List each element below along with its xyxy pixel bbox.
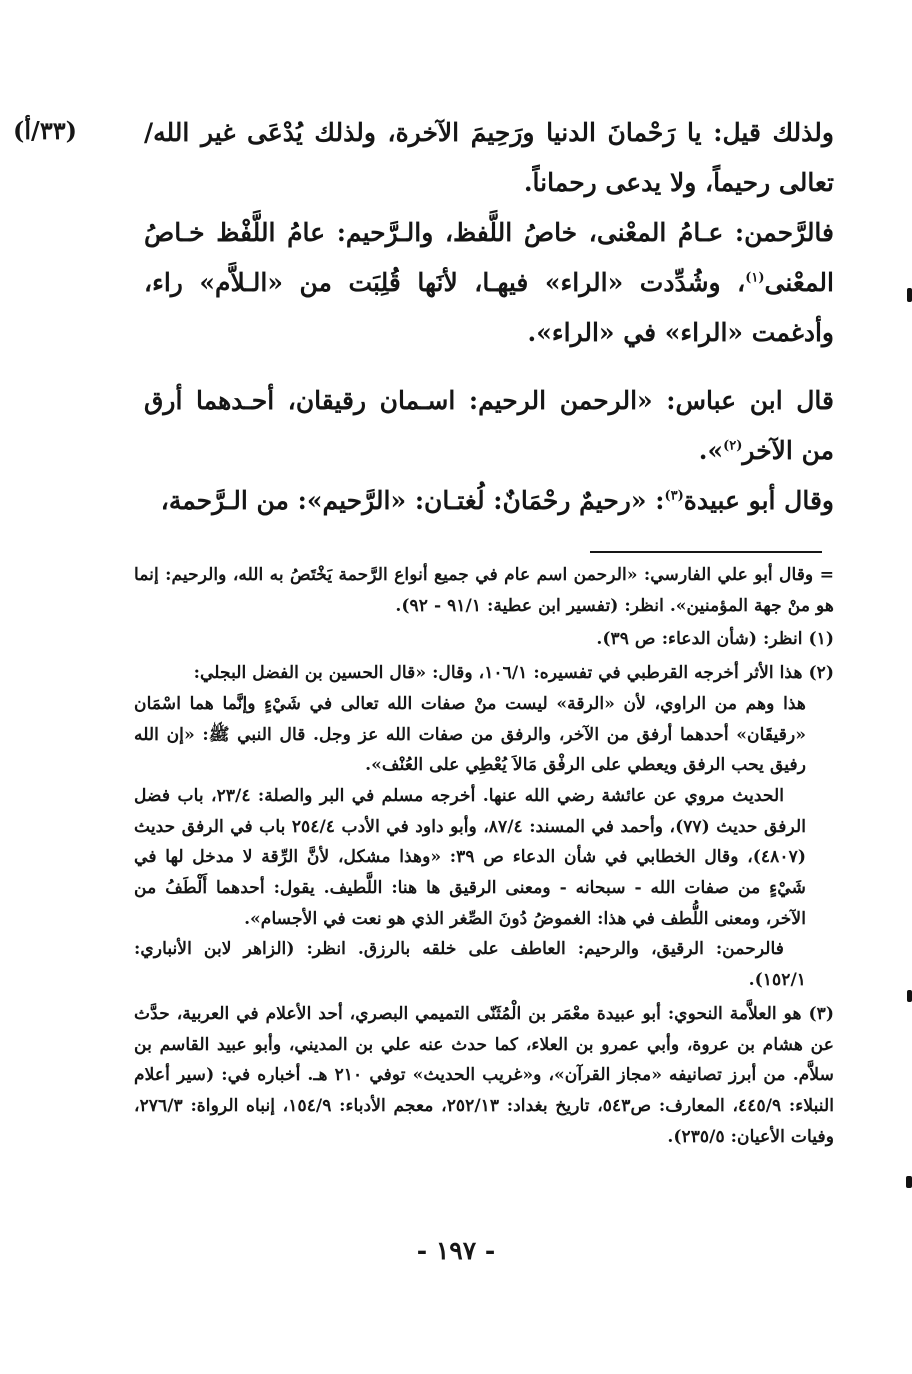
scan-speck: [907, 288, 912, 302]
footnote-3: (٣) هو العلاَّمة النحوي: أبو عبيدة معْمَر بن الْمُثَنّى التميمي البصري، أحد الأعلام في العربية، حدَّث عن هشام بن عروة، وأبي عمرو بن العلاء، كما حدث عنه علي بن المديني، وأبو عبيد القاسم بن سلاَّم. من أبرز تصانيفه «مجاز القرآن»، و«غريب الحديث» توفي ٢١٠ هـ. أخباره في: (سير أعلام النبلاء: ٤٤٥/٩، المعارف: ص٥٤٣، تاريخ بغداد: ٢٥٢/١٣، معجم الأدباء: ١٥٤/٩، إنباه الرواة: ٢٧٦/٣، وفيات الأعيان: ٢٣٥/٥).: [134, 1003, 834, 1147]
footnote-2-text: هذا وهم من الراوي، لأن «الرقة» ليست منْ صفات الله تعالى في شَيْءٍ وإنَّما هما اسْمَان «رقيقَان» أحدهما أرفق من الآخر، والرفق من صفات الله عز وجل. قال النبي ﷺ: «إن الله رفيق يحب الرفق ويعطي على الرفْق مَالاَ يُعْطِي على العُنْف».: [134, 693, 806, 776]
main-text-line: ».: [698, 436, 724, 465]
main-paragraph: [144, 108, 834, 208]
scan-speck: [907, 990, 912, 1002]
footnotes: [134, 560, 834, 1152]
footnote-separator: [590, 551, 822, 553]
scan-speck: [906, 1176, 912, 1188]
footnote-1: (١) انظر: (شأن الدعاء: ص ٣٩).: [596, 629, 834, 650]
footnote-marker: (٣): [664, 488, 684, 504]
main-paragraph: [144, 476, 834, 526]
footnote-2-paragraph: الحديث مروي عن عائشة رضي الله عنها. أخرجه مسلم في البر والصلة: ٢٣/٤، باب فضل الرفق حديث (٧٧)، وأحمد في المسند: ٨٧/٤، وأبو داود في الأدب ٢٥٤/٤ باب في الرفق حديث (٤٨٠٧)، وقال الخطابي في شأن الدعاء ص ٣٩: «وهذا مشكل، لأنَّ الرِّقة لا مدخل لها في شَيْءٍ من صفات الله - سبحانه - ومعنى الرقيق ها هنا: اللَّطيف. يقول: أحدهما أَلْطَفُ من الآخر، ومعنى اللُّطف في هذا: الغموضُ دُونَ الصِّغر الذي هو نعت في الأجسام».: [134, 785, 807, 929]
page-number: - ١٩٧ -: [416, 1236, 496, 1265]
main-paragraph: [144, 376, 834, 476]
manuscript-folio-reference: (٣٣/أ): [13, 116, 77, 145]
main-text: [144, 108, 834, 526]
main-text-line: ولذلك قيل: يا رَحْمانَ الدنيا ورَحِيمَ الآخرة، ولذلك يُدْعَى غير الله/ تعالى رحيماً، ولا يدعى رحماناً.: [144, 118, 834, 197]
main-text-line: وقال أبو عبيدة: [683, 486, 834, 515]
footnote-2: (٢) هذا الأثر أخرجه القرطبي في تفسيره: ١٠٦/١، وقال: «قال الحسين بن الفضل البجلي:: [193, 663, 834, 684]
footnote-marker: (١): [745, 270, 765, 286]
main-paragraph: [144, 208, 834, 358]
footnote-marker: (٢): [723, 438, 743, 454]
main-text-line: فالرَّحمن: عـامُ المعْنى، خاصُ اللَّفظ، والـرَّحيم: عامُ اللَّفْظ خـاصُ المعْنى: [144, 218, 834, 297]
main-text-line: : «رحيمٌ رحْمَانٌ: لُغتـان: «الرَّحيم»: من الـرَّحمة،: [160, 486, 665, 515]
footnote-continuation: = وقال أبو علي الفارسي: «الرحمن اسم عام في جميع أنواع الرَّحمة يَخْتَصُ به الله، والرحيم: إنما هو منْ جهة المؤمنين». انظر: (تفسير ابن عطية: ٩١/١ - ٩٢).: [134, 565, 834, 616]
main-text-line: قال ابن عباس: «الرحمن الرحيم: اسـمان رقيقان، أحـدهما أرق من الآخر: [144, 386, 834, 465]
footnote-2-paragraph: فالرحمن: الرقيق، والرحيم: العاطف على خلقه بالرزق. انظر: (الزاهر لابن الأنباري: ١٥٢/١).: [134, 939, 806, 991]
main-text-line: ، وشُدِّدت «الراء» فيهـا، لأنَها قُلِبَت من «الـلاَّم» راء، وأدغمت «الراء» في «الراء».: [144, 268, 834, 347]
